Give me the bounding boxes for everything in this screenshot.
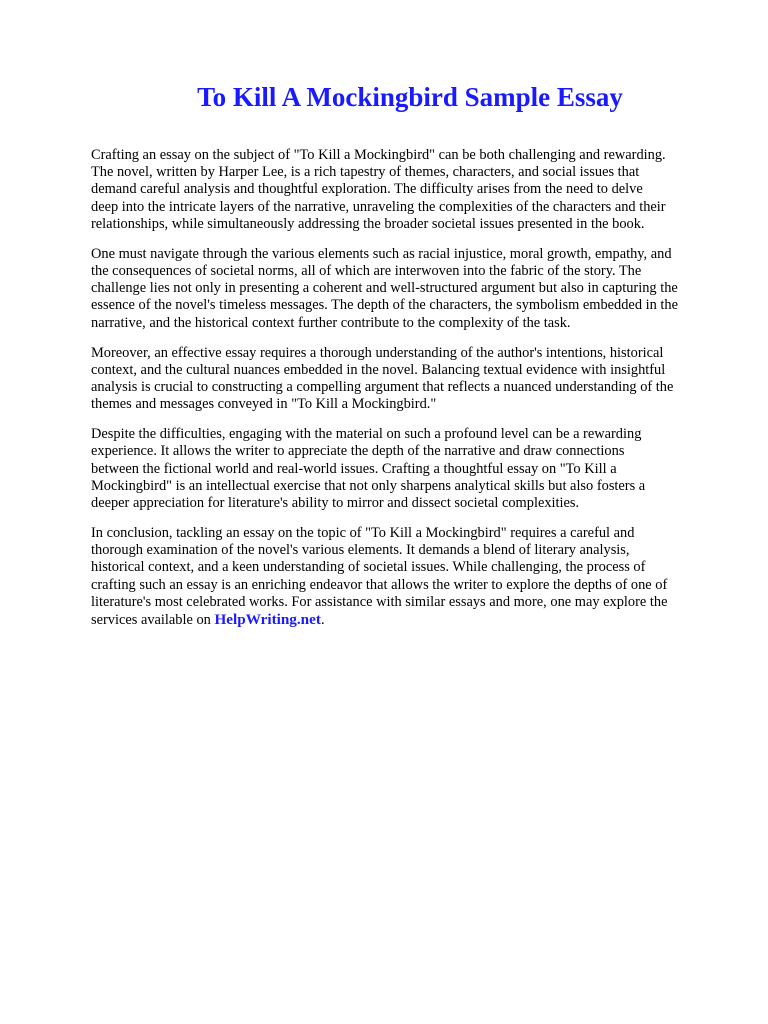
paragraph-2 — [91, 246, 727, 332]
paragraph-4 — [91, 426, 727, 512]
helpwriting-link[interactable]: HelpWriting.net — [214, 611, 321, 629]
text-line: experience. It allows the writer to appreciate the depth of the narrative and draw connections — [91, 443, 625, 460]
paragraph-1 — [91, 147, 727, 233]
text-line: between the fictional world and real-world issues. Crafting a thoughtful essay on "To Kill a — [91, 460, 617, 477]
text-line: context, and the cultural nuances embedded in the novel. Balancing textual evidence with insightful — [91, 361, 666, 378]
text-line: narrative, and the historical context further contribute to the complexity of the task. — [91, 314, 571, 331]
last-line-prefix: services available on — [91, 612, 215, 629]
text-line: The novel, written by Harper Lee, is a rich tapestry of themes, characters, and social issues that — [91, 164, 640, 181]
text-line: One must navigate through the various elements such as racial injustice, moral growth, empathy, and — [91, 245, 672, 262]
last-line — [91, 611, 727, 629]
text-line: relationships, while simultaneously addressing the broader societal issues presented in the book. — [91, 215, 645, 232]
text-line: challenge lies not only in presenting a coherent and well-structured argument but also in capturing the — [91, 280, 678, 297]
paragraph-5 — [91, 525, 727, 629]
essay-body — [91, 147, 727, 642]
text-line: In conclusion, tackling an essay on the topic of "To Kill a Mockingbird" requires a careful and — [91, 525, 635, 542]
text-line: demand careful analysis and thoughtful exploration. The difficulty arises from the need to delve — [91, 181, 643, 198]
page-title: To Kill A Mockingbird Sample Essay — [197, 82, 623, 112]
last-line-suffix: . — [320, 612, 325, 629]
text-line: thorough examination of the novel's various elements. It demands a blend of literary analysis, — [91, 542, 630, 559]
text-line: analysis is crucial to constructing a compelling argument that reflects a nuanced understanding of the — [91, 379, 674, 396]
text-line: Mockingbird" is an intellectual exercise that not only sharpens analytical skills but also fosters a — [91, 477, 646, 494]
text-line: literature's most celebrated works. For assistance with similar essays and more, one may explore the — [91, 593, 668, 610]
text-line: themes and messages conveyed in "To Kill a Mockingbird." — [91, 396, 437, 413]
text-line: historical context, and a keen understanding of societal issues. While challenging, the process of — [91, 559, 646, 576]
text-line: deep into the intricate layers of the narrative, unraveling the complexities of the characters and their — [91, 198, 666, 215]
text-line: the consequences of societal norms, all of which are interwoven into the fabric of the story. The — [91, 263, 642, 280]
text-line: Crafting an essay on the subject of "To Kill a Mockingbird" can be both challenging and rewarding. — [91, 147, 666, 163]
text-line: essence of the novel's timeless messages. The depth of the characters, the symbolism embedded in the — [91, 297, 678, 314]
text-line: crafting such an essay is an enriching endeavor that allows the writer to explore the depths of one of — [91, 576, 668, 593]
paragraph-3 — [91, 345, 727, 414]
text-line: Moreover, an effective essay requires a thorough understanding of the author's intentions, historical — [91, 344, 664, 361]
text-line: Despite the difficulties, engaging with the material on such a profound level can be a rewarding — [91, 426, 642, 443]
text-line: deeper appreciation for literature's ability to mirror and dissect societal complexities. — [91, 495, 580, 512]
